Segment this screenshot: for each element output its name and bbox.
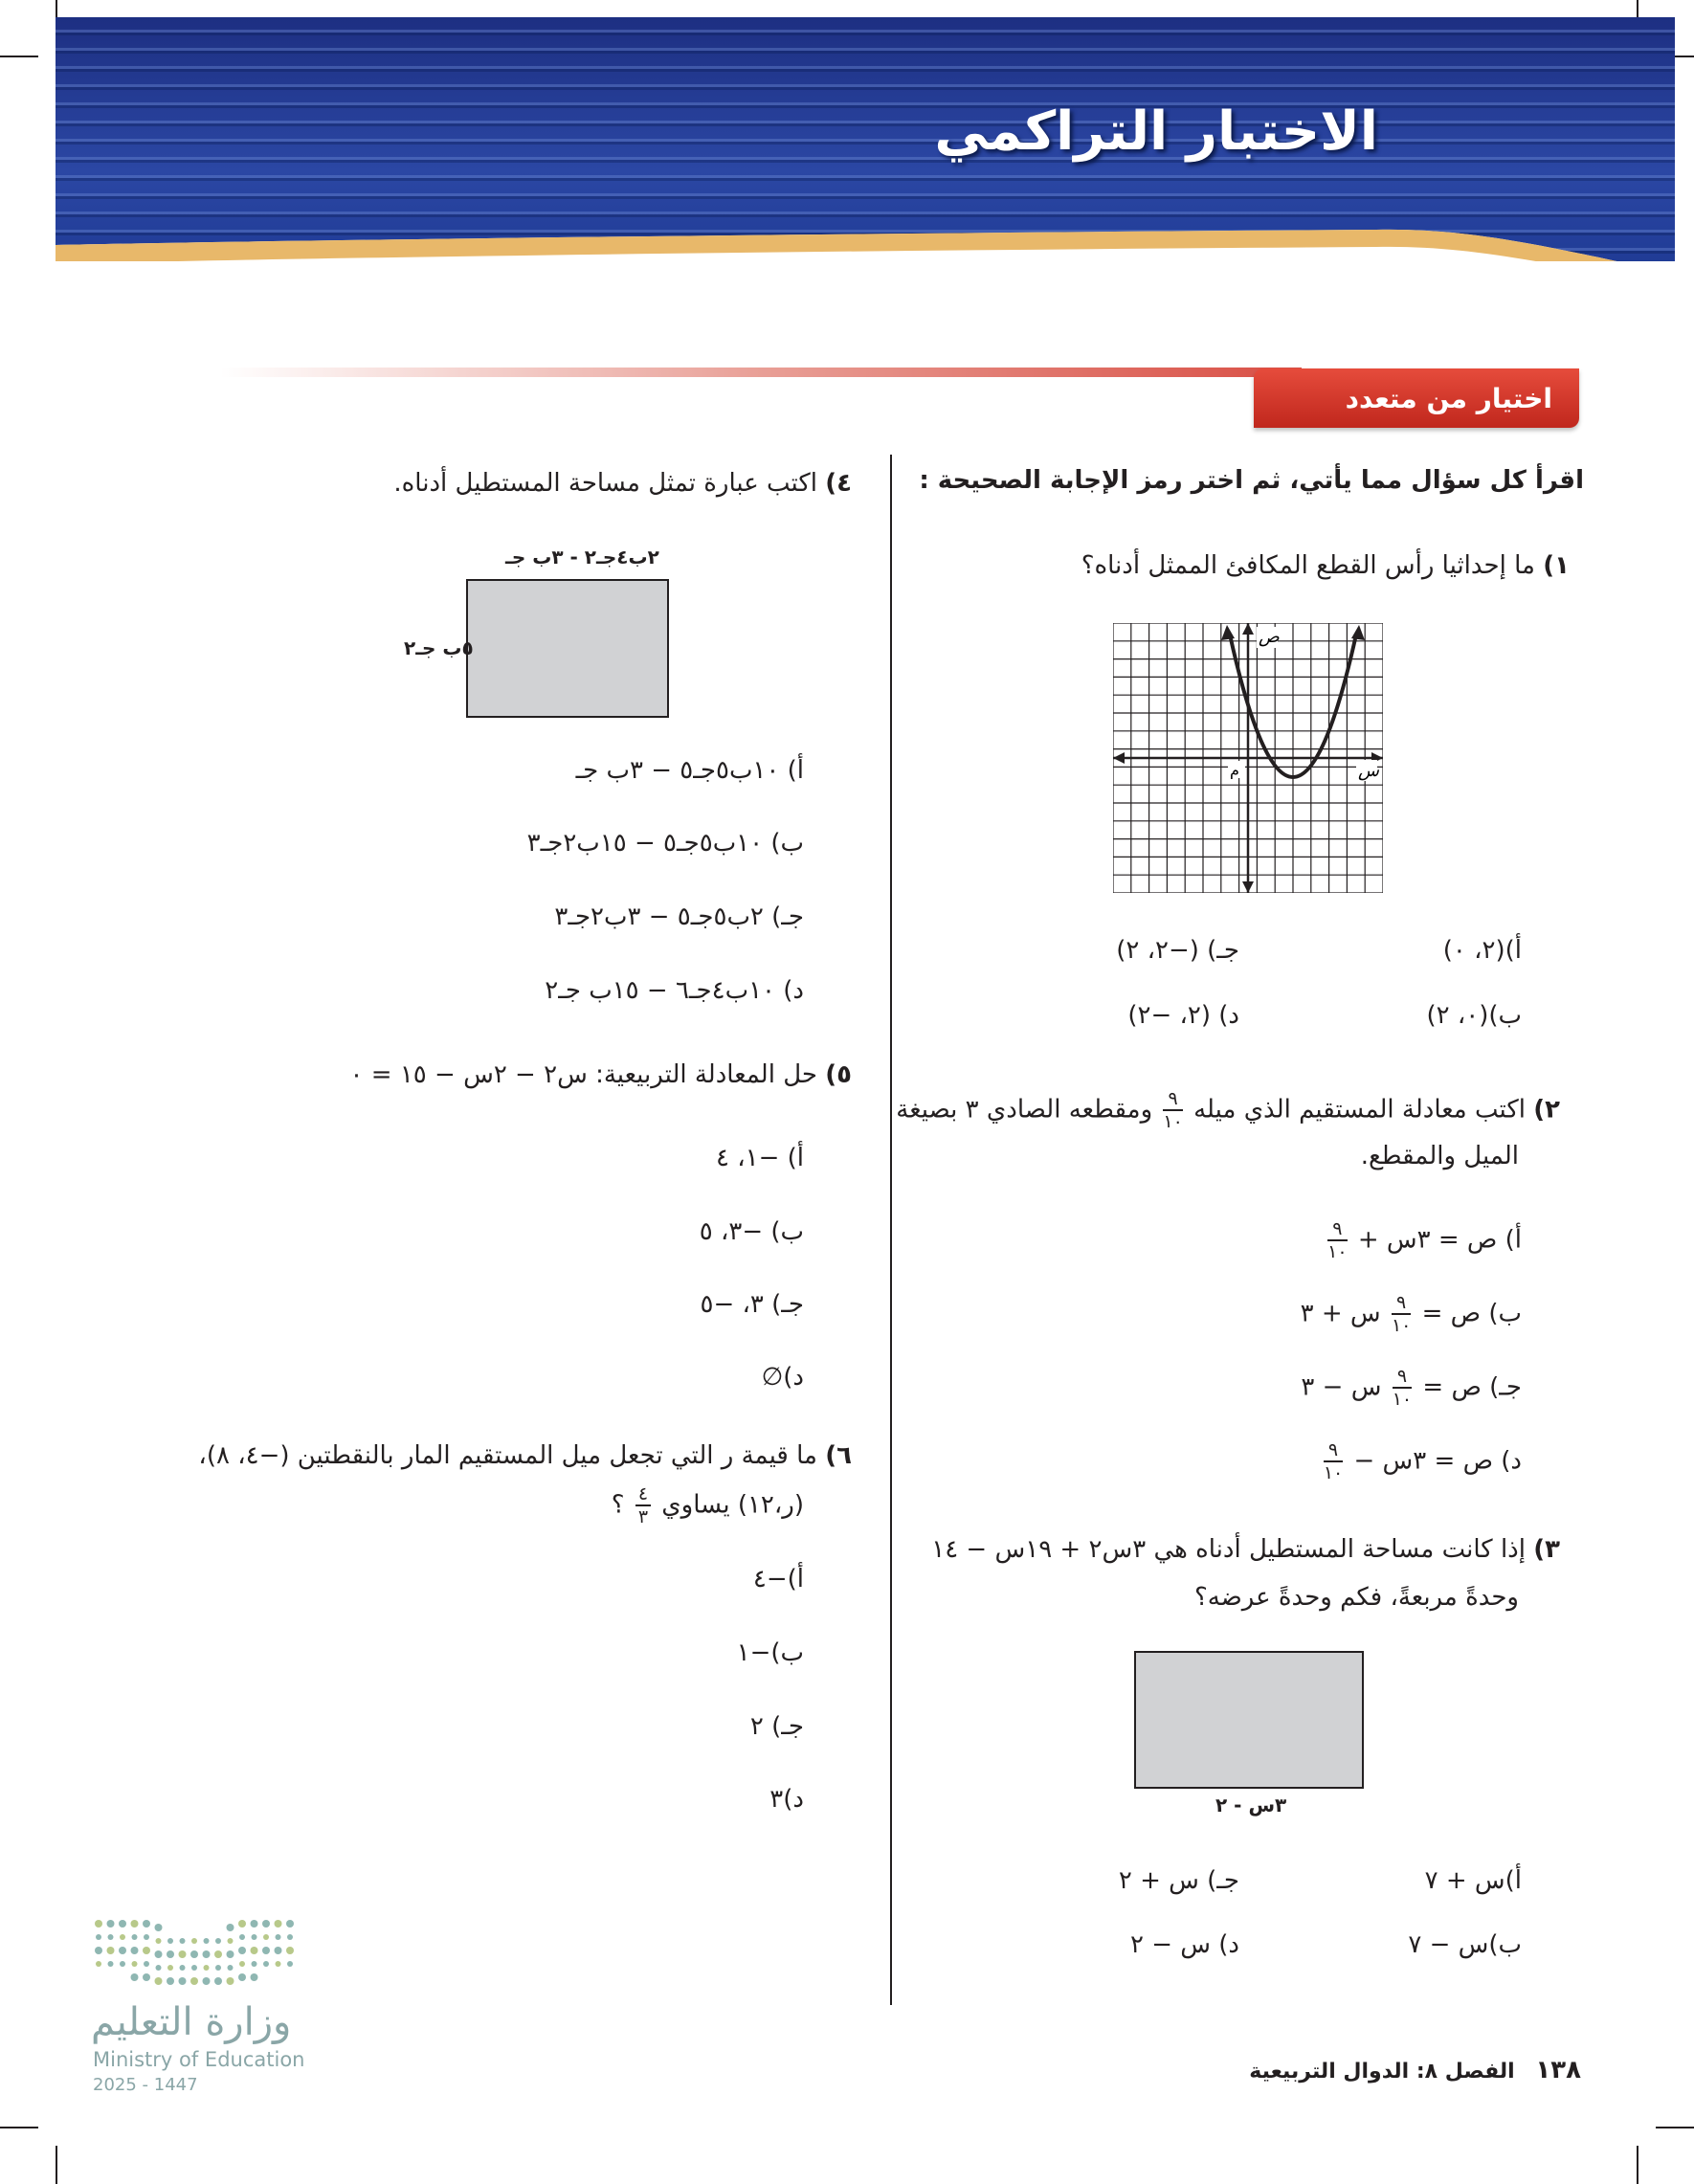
logo-dot	[204, 1938, 210, 1944]
logo-dot	[262, 1920, 270, 1928]
option-b[interactable]	[1301, 1292, 1522, 1336]
crop-mark	[1637, 2146, 1638, 2184]
option-text: س + ٣	[1300, 1299, 1381, 1328]
ministry-name-arabic: وزارة التعليم	[91, 2000, 292, 2044]
crop-mark	[1656, 2127, 1694, 2128]
rectangle-width-label: ٥ب جـ٢	[404, 636, 474, 659]
curve-arrow-left	[1221, 625, 1235, 640]
logo-dot	[144, 1934, 149, 1940]
logo-dot	[179, 1950, 187, 1958]
fraction-numerator: ٩	[1393, 1366, 1412, 1389]
option-d[interactable]: د) (٢، −٢)	[1127, 1001, 1239, 1030]
page-footer	[1249, 2056, 1581, 2084]
logo-dot	[107, 1947, 115, 1954]
origin-label: م	[1230, 761, 1239, 779]
logo-dot	[108, 1934, 114, 1940]
fraction-numerator: ٩	[1327, 1218, 1347, 1241]
logo-dot	[143, 1947, 150, 1954]
ministry-name-english: Ministry of Education	[93, 2048, 305, 2071]
logo-dot	[180, 1965, 186, 1971]
question-number: ٦)	[825, 1441, 852, 1470]
option-b[interactable]: ب)−١	[736, 1638, 804, 1667]
question-1	[1081, 551, 1570, 580]
logo-dot	[155, 1977, 163, 1985]
option-text: د) ص = ٣س −	[1353, 1446, 1522, 1476]
fraction-denominator: ١٠	[1392, 1389, 1413, 1410]
option-b[interactable]: ب) ١٠ب٥جـ٥ − ١٥ب٢جـ٣	[526, 829, 804, 858]
question-2	[896, 1088, 1560, 1132]
logo-dot	[120, 1961, 125, 1967]
question-text: (ر،١٢) يساوي	[661, 1490, 804, 1520]
question-number: ٤)	[825, 469, 852, 498]
option-a[interactable]: أ)(٢، ٠)	[1442, 936, 1522, 965]
logo-dot	[167, 1938, 173, 1944]
question-number: ٣)	[1533, 1535, 1560, 1564]
logo-dot	[155, 1950, 163, 1958]
logo-dot	[95, 1920, 102, 1928]
question-text: اكتب عبارة تمثل مساحة المستطيل أدناه.	[393, 469, 817, 498]
logo-dot	[167, 1965, 173, 1971]
option-c[interactable]	[1301, 1366, 1522, 1410]
logo-dot	[263, 1961, 269, 1967]
question-text: ومقطعه الصادي ٣ بصيغة	[896, 1095, 1153, 1125]
logo-dot	[238, 1920, 246, 1928]
fraction-denominator: ١٠	[1391, 1315, 1412, 1336]
logo-dot	[120, 1934, 125, 1940]
logo-dot	[287, 1934, 293, 1940]
fraction-numerator: ٩	[1324, 1439, 1343, 1462]
parabola-graph	[1113, 623, 1383, 893]
crop-mark	[0, 56, 38, 57]
logo-dot	[215, 1965, 221, 1971]
question-3-line2: وحدةً مربعةً، فكم وحدةً عرضه؟	[1193, 1583, 1519, 1612]
rectangle-length-label: ٢ب٤جـ٢ - ٣ب جـ	[505, 546, 659, 568]
logo-dot	[96, 1934, 101, 1940]
logo-dot	[119, 1920, 126, 1928]
edition-year: 2025 - 1447	[93, 2075, 198, 2095]
logo-dot	[96, 1961, 101, 1967]
question-6	[198, 1441, 852, 1470]
x-axis-arrow-left	[1113, 752, 1125, 764]
logo-dot	[180, 1938, 186, 1944]
graph-svg	[1113, 623, 1383, 893]
logo-dot	[143, 1920, 150, 1928]
logo-dot	[132, 1934, 138, 1940]
option-d[interactable]: د) س − ٢	[1129, 1930, 1239, 1959]
option-d[interactable]: د)٣	[769, 1785, 804, 1814]
x-axis-label: س	[1358, 761, 1379, 781]
logo-dot	[276, 1961, 281, 1967]
instructions: اقرأ كل سؤال مما يأتي، ثم اختر رمز الإجابة الصحيحة :	[919, 466, 1584, 495]
ministry-logo	[91, 1916, 301, 1993]
question-text: ؟	[611, 1490, 625, 1520]
ribbon-line	[220, 368, 1302, 377]
logo-dots-icon	[91, 1916, 301, 1993]
logo-dot	[167, 1977, 174, 1985]
option-text: أ) ص = ٣س +	[1357, 1225, 1522, 1255]
logo-dot	[190, 1977, 198, 1985]
curve-arrow-right	[1351, 625, 1365, 640]
logo-dot	[167, 1950, 174, 1958]
option-b[interactable]: ب)(٠، ٢)	[1426, 1001, 1522, 1030]
fraction	[1324, 1439, 1343, 1483]
header-banner	[56, 17, 1675, 261]
column-divider	[890, 455, 892, 2005]
logo-dot	[276, 1934, 281, 1940]
rectangle-width-label: ٣س - ٢	[1215, 1794, 1287, 1816]
logo-dot	[156, 1938, 162, 1944]
logo-dot	[144, 1961, 149, 1967]
logo-dot	[228, 1938, 234, 1944]
logo-dot	[263, 1934, 269, 1940]
logo-dot	[107, 1920, 115, 1928]
option-a[interactable]: أ) ١٠ب٥جـ٥ − ٣ب جـ	[575, 756, 804, 785]
y-axis-label: ص	[1259, 627, 1280, 647]
crop-mark	[0, 2127, 38, 2128]
option-a[interactable]: أ)−٤	[752, 1565, 804, 1593]
option-c[interactable]: جـ) ٢ب٥جـ٥ − ٣ب٢جـ٣	[554, 903, 804, 931]
question-text: ما إحداثيا رأس القطع المكافئ الممثل أدناه؟	[1081, 551, 1535, 580]
logo-dot	[251, 1947, 258, 1954]
logo-dot	[204, 1965, 210, 1971]
question-2-line2: الميل والمقطع.	[1360, 1142, 1519, 1170]
logo-dot	[228, 1965, 234, 1971]
logo-dot	[239, 1934, 245, 1940]
logo-dot	[143, 1973, 150, 1981]
rectangle-figure	[1134, 1651, 1364, 1789]
logo-dot	[238, 1973, 246, 1981]
fraction-denominator: ١٠	[1323, 1462, 1344, 1483]
logo-dot	[252, 1961, 257, 1967]
question-number: ٢)	[1533, 1095, 1560, 1125]
logo-dot	[156, 1965, 162, 1971]
option-c[interactable]: جـ) ٣، −٥	[700, 1290, 804, 1319]
logo-dot	[179, 1977, 187, 1985]
option-c[interactable]: جـ) ٢	[749, 1712, 804, 1741]
logo-dot	[214, 1977, 222, 1985]
option-c[interactable]: جـ) (−٢، ٢)	[1116, 936, 1239, 965]
option-text: ب) ص =	[1421, 1299, 1522, 1328]
fraction-denominator: ٣	[637, 1506, 649, 1527]
fraction-numerator: ٩	[1163, 1088, 1182, 1111]
logo-dot	[203, 1977, 211, 1985]
logo-dot	[239, 1961, 245, 1967]
logo-dot	[251, 1973, 258, 1981]
page-number: ١٣٨	[1535, 2056, 1581, 2084]
fraction	[1393, 1366, 1412, 1410]
logo-dot	[190, 1950, 198, 1958]
logo-dot	[252, 1934, 257, 1940]
question-5	[350, 1060, 852, 1089]
logo-dot	[155, 1924, 163, 1931]
logo-dot	[262, 1947, 270, 1954]
logo-dot	[275, 1920, 282, 1928]
fraction-denominator: ١٠	[1163, 1111, 1183, 1132]
logo-dot	[191, 1938, 197, 1944]
logo-dot	[131, 1947, 139, 1954]
option-a[interactable]	[1325, 1218, 1522, 1262]
fraction-numerator: ٤	[635, 1483, 651, 1506]
question-3	[931, 1535, 1560, 1564]
y-axis-arrow-down	[1242, 881, 1254, 893]
logo-dot	[251, 1920, 258, 1928]
page-title: الاختبار التراكمي	[934, 100, 1378, 163]
crop-mark	[56, 2146, 57, 2184]
logo-dot	[227, 1977, 234, 1985]
logo-dot	[119, 1947, 126, 1954]
option-d[interactable]: د) ١٠ب٤جـ٦ − ١٥ب جـ٢	[545, 976, 804, 1005]
question-number: ٥)	[825, 1060, 852, 1089]
option-a[interactable]: أ)س + ٧	[1424, 1866, 1522, 1895]
question-text: ما قيمة ر التي تجعل ميل المستقيم المار بالنقطتين (−٤، ٨)،	[198, 1441, 817, 1470]
chapter-title: الفصل ٨: الدوال التربيعية	[1249, 2060, 1515, 2084]
option-text: جـ) ص =	[1422, 1372, 1522, 1402]
logo-dot	[203, 1950, 211, 1958]
logo-dot	[95, 1947, 102, 1954]
question-text: إذا كانت مساحة المستطيل أدناه هي ٣س٢ + ١٩س − ١٤	[931, 1535, 1526, 1564]
question-4	[393, 469, 852, 498]
logo-dot	[108, 1961, 114, 1967]
rectangle-figure	[466, 579, 669, 718]
option-a[interactable]: أ) −١، ٤	[715, 1144, 804, 1172]
section-label: اختيار من متعدد	[1345, 383, 1552, 414]
logo-dot	[132, 1961, 138, 1967]
logo-dot	[227, 1924, 234, 1931]
logo-dot	[131, 1920, 139, 1928]
question-number: ١)	[1543, 551, 1570, 580]
fraction-numerator: ٩	[1392, 1292, 1411, 1315]
fraction	[1392, 1292, 1411, 1336]
logo-dot	[214, 1950, 222, 1958]
slope-fraction	[635, 1483, 651, 1527]
logo-dot	[227, 1950, 234, 1958]
option-text: س − ٣	[1301, 1372, 1382, 1402]
option-d[interactable]	[1321, 1439, 1522, 1483]
logo-dot	[131, 1973, 139, 1981]
option-b[interactable]: ب)س − ٧	[1408, 1930, 1522, 1959]
question-text: اكتب معادلة المستقيم الذي ميله	[1193, 1095, 1526, 1125]
question-text: حل المعادلة التربيعية: س٢ − ٢س − ١٥ = ٠	[349, 1060, 817, 1089]
slope-fraction	[1163, 1088, 1182, 1132]
option-b[interactable]: ب) −٣، ٥	[699, 1217, 804, 1246]
option-d[interactable]: د)∅	[761, 1363, 804, 1392]
question-6-line2	[612, 1483, 804, 1527]
logo-dot	[275, 1947, 282, 1954]
logo-dot	[238, 1947, 246, 1954]
option-c[interactable]: جـ) س + ٢	[1118, 1866, 1239, 1895]
fraction-denominator: ١٠	[1327, 1241, 1348, 1262]
logo-dot	[286, 1920, 294, 1928]
y-axis-arrow-up	[1242, 623, 1254, 635]
logo-dot	[191, 1965, 197, 1971]
fraction	[1327, 1218, 1347, 1262]
logo-dot	[286, 1947, 294, 1954]
logo-dot	[287, 1961, 293, 1967]
logo-dot	[215, 1938, 221, 1944]
